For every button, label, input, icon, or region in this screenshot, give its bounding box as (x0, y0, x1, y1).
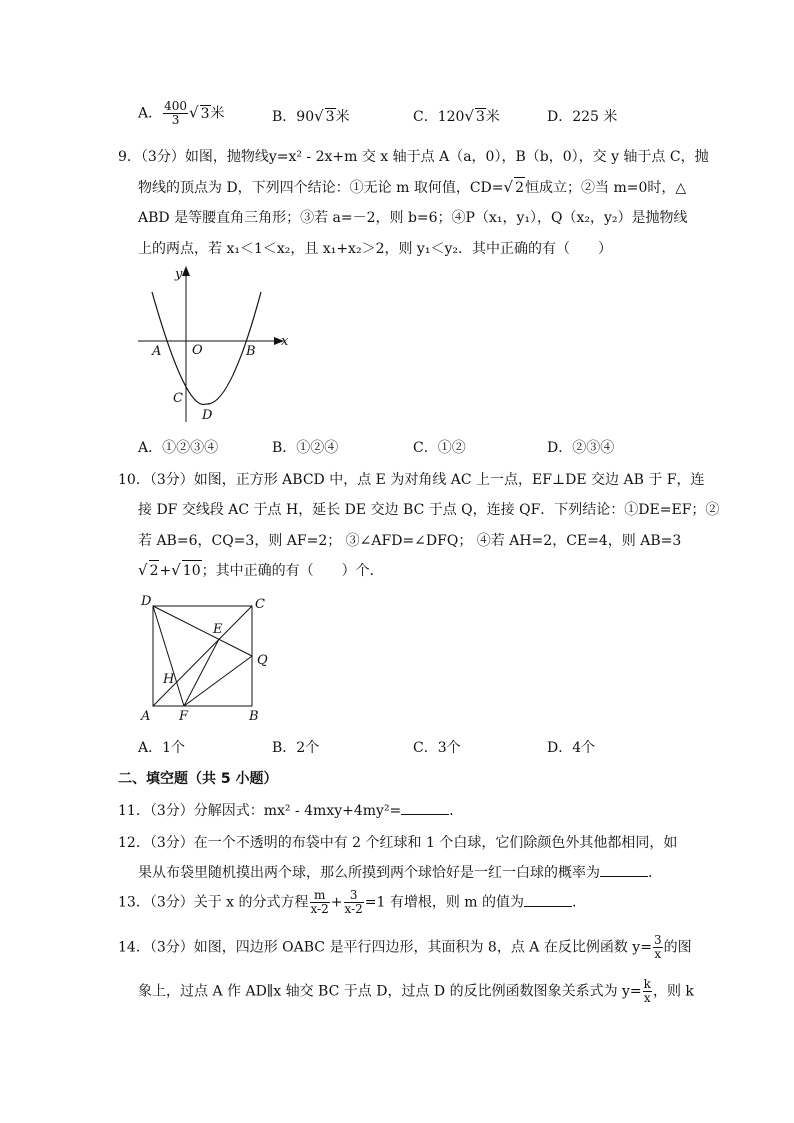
q13-fraction-1 (310, 889, 330, 916)
segment-DQ (153, 606, 252, 656)
q12-answer-blank[interactable] (600, 862, 648, 877)
q8-option-a (138, 100, 225, 127)
q9-parabola-figure (130, 262, 300, 424)
label-x: x (281, 334, 289, 349)
q9-option-d: D．②③④ (547, 440, 615, 456)
q13-f2-denominator: x-2 (344, 902, 363, 916)
label-D: D (141, 594, 152, 609)
q9-option-b: B．①②④ (272, 440, 339, 456)
q9-line-2-part-a: 物线的顶点为 D，下列四个结论：①无论 m 取何值，CD= (138, 180, 504, 196)
label-A: A (152, 344, 162, 359)
q10-square-figure (135, 592, 275, 724)
q12-line-1: 12．（3分）在一个不透明的布袋中有 2 个红球和 1 个白球，它们除颜色外其他都相同，如 (118, 835, 678, 851)
diagonal-AC (153, 606, 252, 706)
q10-option-b: B．2个 (272, 740, 320, 756)
q9-line-2 (138, 177, 686, 198)
q13-fraction-2 (344, 889, 364, 916)
segment-EF (184, 639, 219, 706)
q14-line-1-post: 的图 (663, 939, 692, 956)
q9-line-2-part-b: 恒成立；②当 m=0时，△ (525, 180, 687, 196)
q14-f-denominator: x (654, 947, 662, 961)
q9-line-1: 9．（3分）如图，抛物线y=x² - 2x+m 交 x 轴于点 A（a，0），B（b，0），交 y 轴于点 C，抛 (118, 149, 709, 165)
q8-c-radicand: 3 (476, 109, 485, 125)
q14-g-denominator: x (643, 991, 651, 1005)
q8-option-c-label: C．120 (413, 109, 465, 125)
q9-line-4: 上的两点，若 x₁＜1＜x₂，且 x₁+x₂＞2，则 y₁＜y₂．其中正确的有（ ） (138, 241, 612, 257)
q12-line-2-text: 果从布袋里随机摸出两个球，那么所摸到两个球恰好是一红一白球的概率为 (138, 865, 600, 881)
q13 (118, 889, 586, 916)
q14-line-2-pre: 象上，过点 A 作 AD∥x 轴交 BC 于点 D，过点 D 的反比例函数图象关系式为 y= (138, 983, 642, 1000)
q14-line-2 (138, 978, 694, 1005)
y-axis-arrow-icon (182, 266, 190, 276)
sqrt-icon: √ (189, 103, 199, 122)
q11-text: 11．（3分）分解因式：mx² - 4mxy+4my²= (118, 803, 402, 819)
q13-end: ． (572, 894, 587, 911)
label-C: C (173, 391, 183, 406)
label-F: F (179, 709, 189, 724)
q12-end: ． (648, 865, 662, 881)
q10-radicand-2: 10 (182, 560, 202, 581)
sqrt-icon: √ (138, 561, 148, 579)
label-B: B (246, 344, 256, 359)
q8-a-radicand: 3 (200, 105, 210, 122)
sqrt-icon: √ (171, 561, 181, 579)
sqrt-icon: √ (314, 107, 324, 125)
q8-a-numerator: 400 (164, 99, 188, 113)
label-C: C (255, 597, 265, 612)
q9-option-a: A．①②③④ (138, 440, 219, 456)
label-E: E (213, 622, 223, 637)
q10-option-a: A．1个 (138, 740, 186, 756)
q13-pre: 13．（3分）关于 x 的分式方程 (118, 894, 309, 911)
q13-f1-numerator: m (310, 889, 330, 903)
q11-end: ． (449, 803, 464, 819)
q14-line-2-post: ，则 k (652, 983, 694, 1000)
q10-plus: + (159, 563, 172, 579)
q13-plus: + (330, 894, 343, 911)
q13-f1-denominator: x-2 (310, 902, 329, 916)
q10-option-c: C．3个 (413, 740, 461, 756)
q8-b-unit: 米 (335, 109, 350, 125)
label-D: D (202, 408, 213, 423)
q14-fraction-k-over-x (643, 978, 652, 1005)
q13-post: =1 有增根，则 m 的值为 (364, 894, 525, 911)
q10-line-3: 若 AB=6，CQ=3，则 AF=2； ③∠AFD=∠DFQ； ④若 AH=2，CE=4，则 AB=3 (138, 533, 682, 549)
q8-option-d: D．225 米 (547, 109, 618, 125)
q14-line-1-pre: 14．（3分）如图，四边形 OABC 是平行四边形，其面积为 8，点 A 在反比例函数 y= (118, 939, 652, 956)
parabola-curve (152, 292, 261, 405)
q10-line-1: 10．（3分）如图，正方形 ABCD 中，点 E 为对角线 AC 上一点，EF⊥DE 交边 AB 于 F，连 (118, 472, 705, 488)
q10-radicand-1: 2 (149, 560, 160, 581)
label-O: O (192, 343, 203, 358)
q8-c-unit: 米 (485, 109, 500, 125)
q8-option-a-label: A． (138, 105, 163, 122)
q14-f-numerator: 3 (653, 933, 662, 947)
q8-option-c (413, 106, 500, 126)
q13-answer-blank[interactable] (524, 892, 572, 907)
q10-line-2: 接 DF 交线段 AC 于点 H，延长 DE 交边 BC 于点 Q，连接 QF．下列结论：①DE=EF；② (138, 502, 720, 518)
q10-option-d: D．4个 (547, 740, 596, 756)
q8-option-a-fraction (163, 100, 188, 127)
label-H: H (163, 672, 175, 687)
label-y: y (175, 267, 183, 282)
q8-option-b-label: B．90 (272, 109, 315, 125)
q8-a-denominator: 3 (171, 113, 180, 127)
q9-line-2-radicand: 2 (514, 177, 525, 198)
q13-f2-numerator: 3 (344, 889, 364, 903)
section-heading-fill-in: 二、填空题（共 5 小题） (118, 771, 278, 787)
q8-a-unit: 米 (210, 105, 225, 122)
label-Q: Q (257, 653, 268, 668)
q11 (118, 800, 463, 820)
q14-fraction-3-over-x (653, 934, 663, 961)
q14-g-numerator: k (643, 977, 651, 991)
q11-answer-blank[interactable] (401, 800, 449, 815)
sqrt-icon: √ (464, 107, 474, 125)
q10-line-4 (138, 560, 384, 581)
segment-QF (184, 656, 252, 706)
q8-b-radicand: 3 (325, 109, 335, 125)
label-B: B (249, 709, 259, 724)
sqrt-icon: √ (503, 178, 514, 196)
q8-option-b (272, 106, 350, 126)
q9-line-3: ABD 是等腰直角三角形；③若 a=－2，则 b=6；④P（x₁，y₁），Q（x₂，y₂）是抛物线 (138, 210, 688, 226)
q9-option-c: C．①② (413, 440, 466, 456)
q14-line-1 (118, 934, 692, 961)
q10-line-4-rest: ；其中正确的有（ ）个． (201, 563, 384, 579)
q12-line-2 (138, 862, 662, 883)
label-A: A (141, 709, 151, 724)
